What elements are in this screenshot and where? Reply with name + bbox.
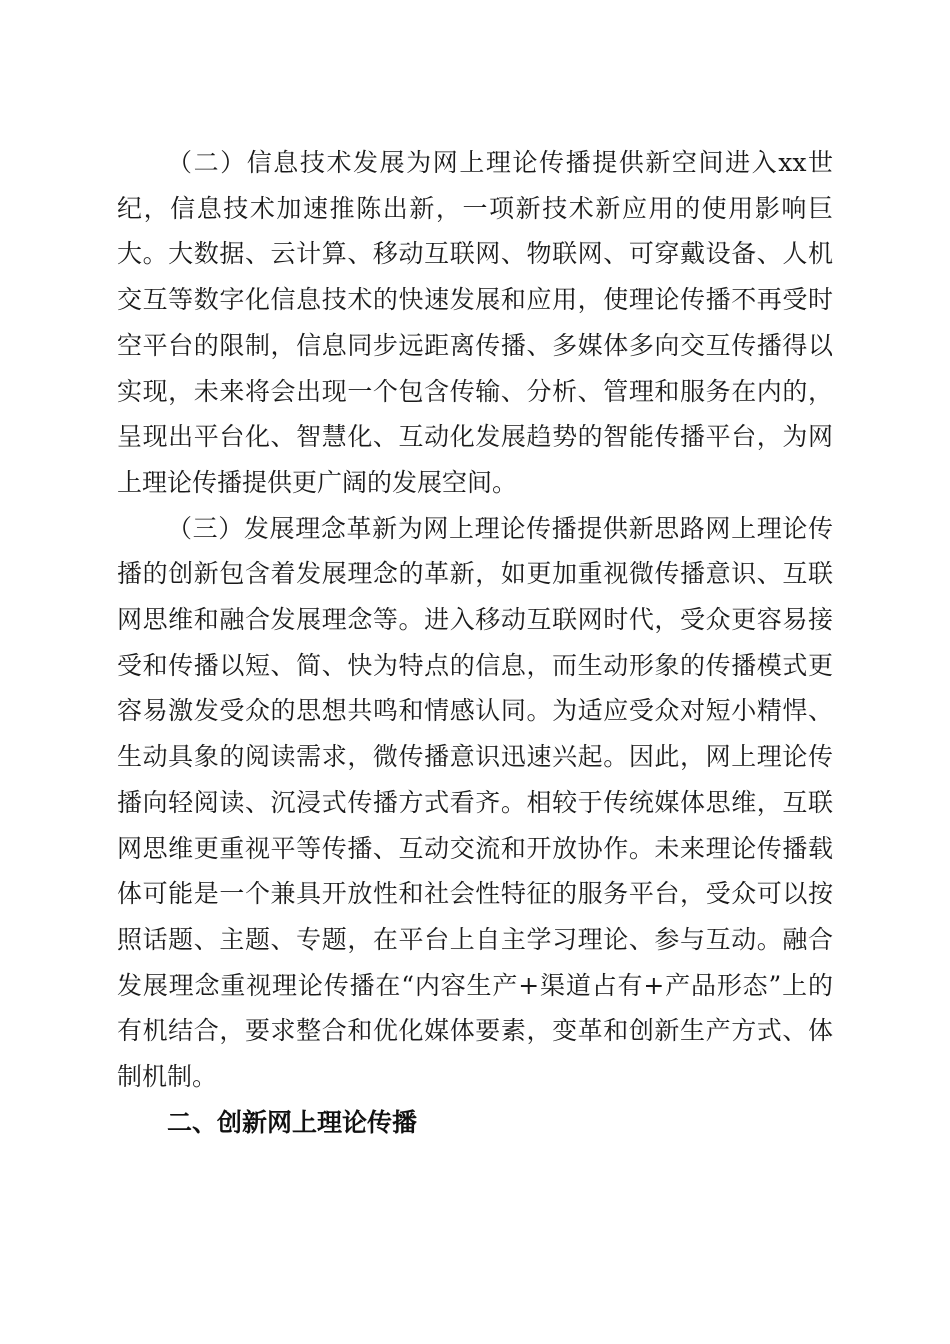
section-heading: 二、创新网上理论传播 bbox=[167, 1107, 418, 1137]
paragraph-development-concept: （三）发展理念革新为网上理论传播提供新思路网上理论传播的创新包含着发展理念的革新，如更加重视微传播意识、互联网思维和融合发展理念等。进入移动互联网时代，受众更容易接受和传播以短、简、快为特点的信息，而生动形象的传播模式更容易激发受众的思想共鸣和情感认同。为适应受众对短小精悍、生动具象的阅读需求，微传播意识迅速兴起。因此，网上理论传播向轻阅读、沉浸式传播方式看齐。相较于传统媒体思维，互联网思维更重视平等传播、互动交流和开放协作。未来理论传播载体可能是一个兼具开放性和社会性特征的服务平台，受众可以按照话题、主题、专题，在平台上自主学习理论、参与互动。融合发展理念重视理论传播在“内容生产+渠道占有+产品形态”上的有机结合，要求整合和优化媒体要素，变革和创新生产方式、体制机制。 bbox=[117, 513, 833, 1092]
document-body bbox=[117, 140, 833, 1145]
paragraph-information-technology: （二）信息技术发展为网上理论传播提供新空间进入xx世纪，信息技术加速推陈出新，一项新技术新应用的使用影响巨大。大数据、云计算、移动互联网、物联网、可穿戴设备、人机交互等数字化信息技术的快速发展和应用，使理论传播不再受时空平台的限制，信息同步远距离传播、多媒体多向交互传播得以实现，未来将会出现一个包含传输、分析、管理和服务在内的，呈现出平台化、智慧化、互动化发展趋势的智能传播平台，为网上理论传播提供更广阔的发展空间。 bbox=[117, 148, 833, 497]
